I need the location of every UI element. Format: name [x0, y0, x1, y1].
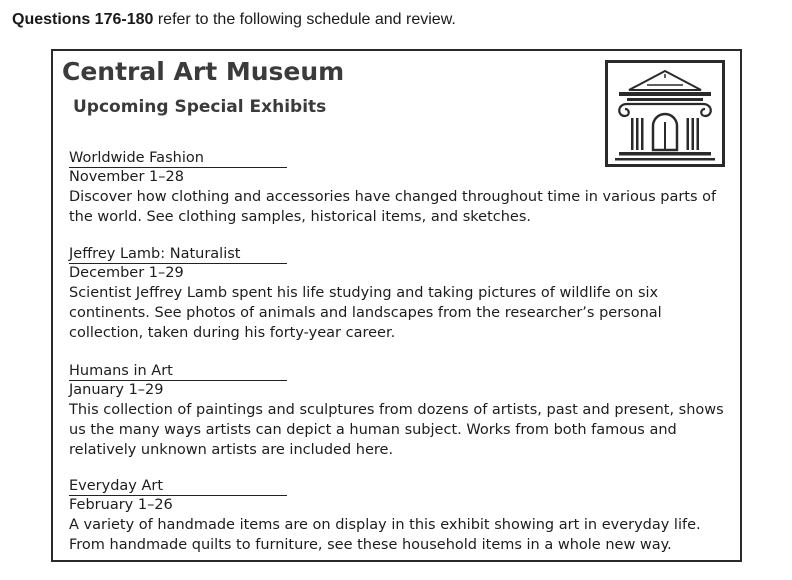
- exhibits-subtitle: Upcoming Special Exhibits: [73, 97, 327, 117]
- exhibit-entry: [69, 475, 733, 555]
- exhibit-description: Discover how clothing and accessories have changed throughout time in various parts of the world. See clothing samples, historical items, and sketches.: [69, 189, 717, 225]
- exhibit-dates: December 1–29: [69, 265, 184, 281]
- exhibit-dates: November 1–28: [69, 169, 184, 185]
- question-reference: Questions 176-180: [12, 11, 154, 28]
- exhibit-name: Humans in Art: [69, 363, 287, 381]
- exhibit-dates: January 1–29: [69, 382, 164, 398]
- exhibit-description: This collection of paintings and sculptures from dozens of artists, past and present, shows us the many ways artists can depict a human subject. Works from both famous and relatively unknown artists are included here.: [69, 402, 724, 458]
- question-intro-text: refer to the following schedule and review.: [153, 11, 456, 28]
- exhibit-name: Jeffrey Lamb: Naturalist: [69, 246, 287, 264]
- exhibit-description: A variety of handmade items are on display in this exhibit showing art in everyday life. From handmade quilts to furniture, see these household items in a whole new way.: [69, 517, 701, 553]
- exhibit-entry: [69, 243, 733, 343]
- exhibit-dates: February 1–26: [69, 497, 173, 513]
- exhibit-name: Worldwide Fashion: [69, 150, 287, 168]
- exhibit-entry: [69, 147, 733, 227]
- schedule-box: [51, 49, 742, 562]
- museum-title: Central Art Museum: [62, 57, 345, 86]
- exhibit-description: Scientist Jeffrey Lamb spent his life studying and taking pictures of wildlife on six continents. See photos of animals and landscapes from the researcher’s personal collection, taken during his forty-year career.: [69, 285, 662, 341]
- exhibit-entry: [69, 360, 733, 460]
- exhibit-name: Everyday Art: [69, 478, 287, 496]
- question-intro: [12, 11, 456, 29]
